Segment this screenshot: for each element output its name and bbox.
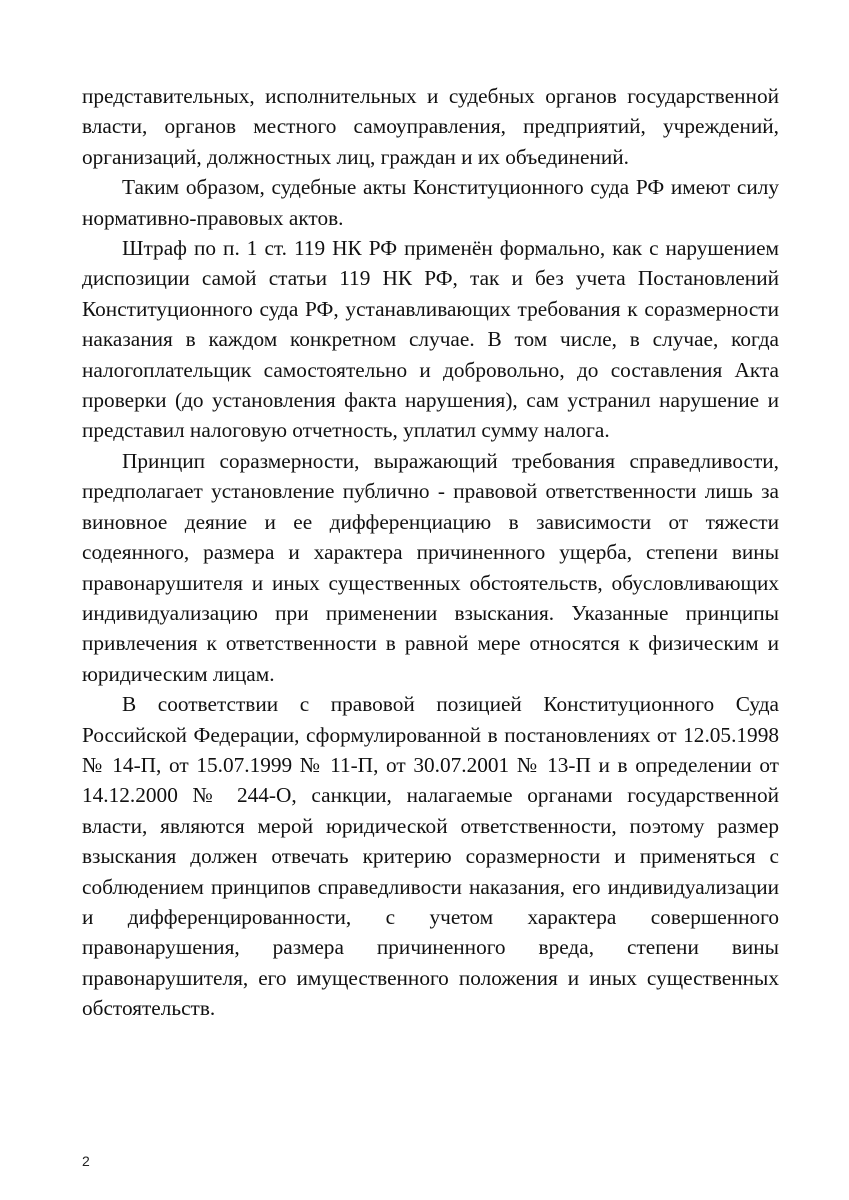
paragraph-penalty: Штраф по п. 1 ст. 119 НК РФ применён формально, как с нарушением диспозиции самой статьи 119 НК РФ, так и без учета Постановлений Конституционного суда РФ, устанавливающих требования к соразмерности наказания в каждом конкретном случае. В том числе, в случае, когда налогоплательщик самостоятельно и добровольно, до составления Акта проверки (до установления факта нарушения), сам устранил нарушение и представил налоговую отчетность, уплатил сумму налога. bbox=[82, 236, 779, 443]
page-number: 2 bbox=[82, 1153, 90, 1169]
document-body bbox=[82, 81, 779, 1024]
paragraph-continuation: представительных, исполнительных и судебных органов государственной власти, органов местного самоуправления, предприятий, учреждений, организаций, должностных лиц, граждан и их объединений. bbox=[82, 84, 779, 169]
paragraph-conclusion: Таким образом, судебные акты Конституционного суда РФ имеют силу нормативно-правовых актов. bbox=[82, 175, 779, 230]
paragraph-court-position: В соответствии с правовой позицией Конституционного Суда Российской Федерации, сформулированной в постановлениях от 12.05.1998 № 14-П, от 15.07.1999 № 11-П, от 30.07.2001 № 13-П и в определении от 14.12.2000 № 244-О, санкции, налагаемые органами государственной власти, являются мерой юридической ответственности, поэтому размер взыскания должен отвечать критерию соразмерности и применяться с соблюдением принципов справедливости наказания, его индивидуализации и дифференцированности, с учетом характера совершенного правонарушения, размера причиненного вреда, степени вины правонарушителя, его имущественного положения и иных существенных обстоятельств. bbox=[82, 692, 779, 1021]
paragraph-proportionality: Принцип соразмерности, выражающий требования справедливости, предполагает установление публично - правовой ответственности лишь за виновное деяние и ее дифференциацию в зависимости от тяжести содеянного, размера и характера причиненного ущерба, степени вины правонарушителя и иных существенных обстоятельств, обусловливающих индивидуализацию при применении взыскания. Указанные принципы привлечения к ответственности в равной мере относятся к физическим и юридическим лицам. bbox=[82, 448, 779, 686]
